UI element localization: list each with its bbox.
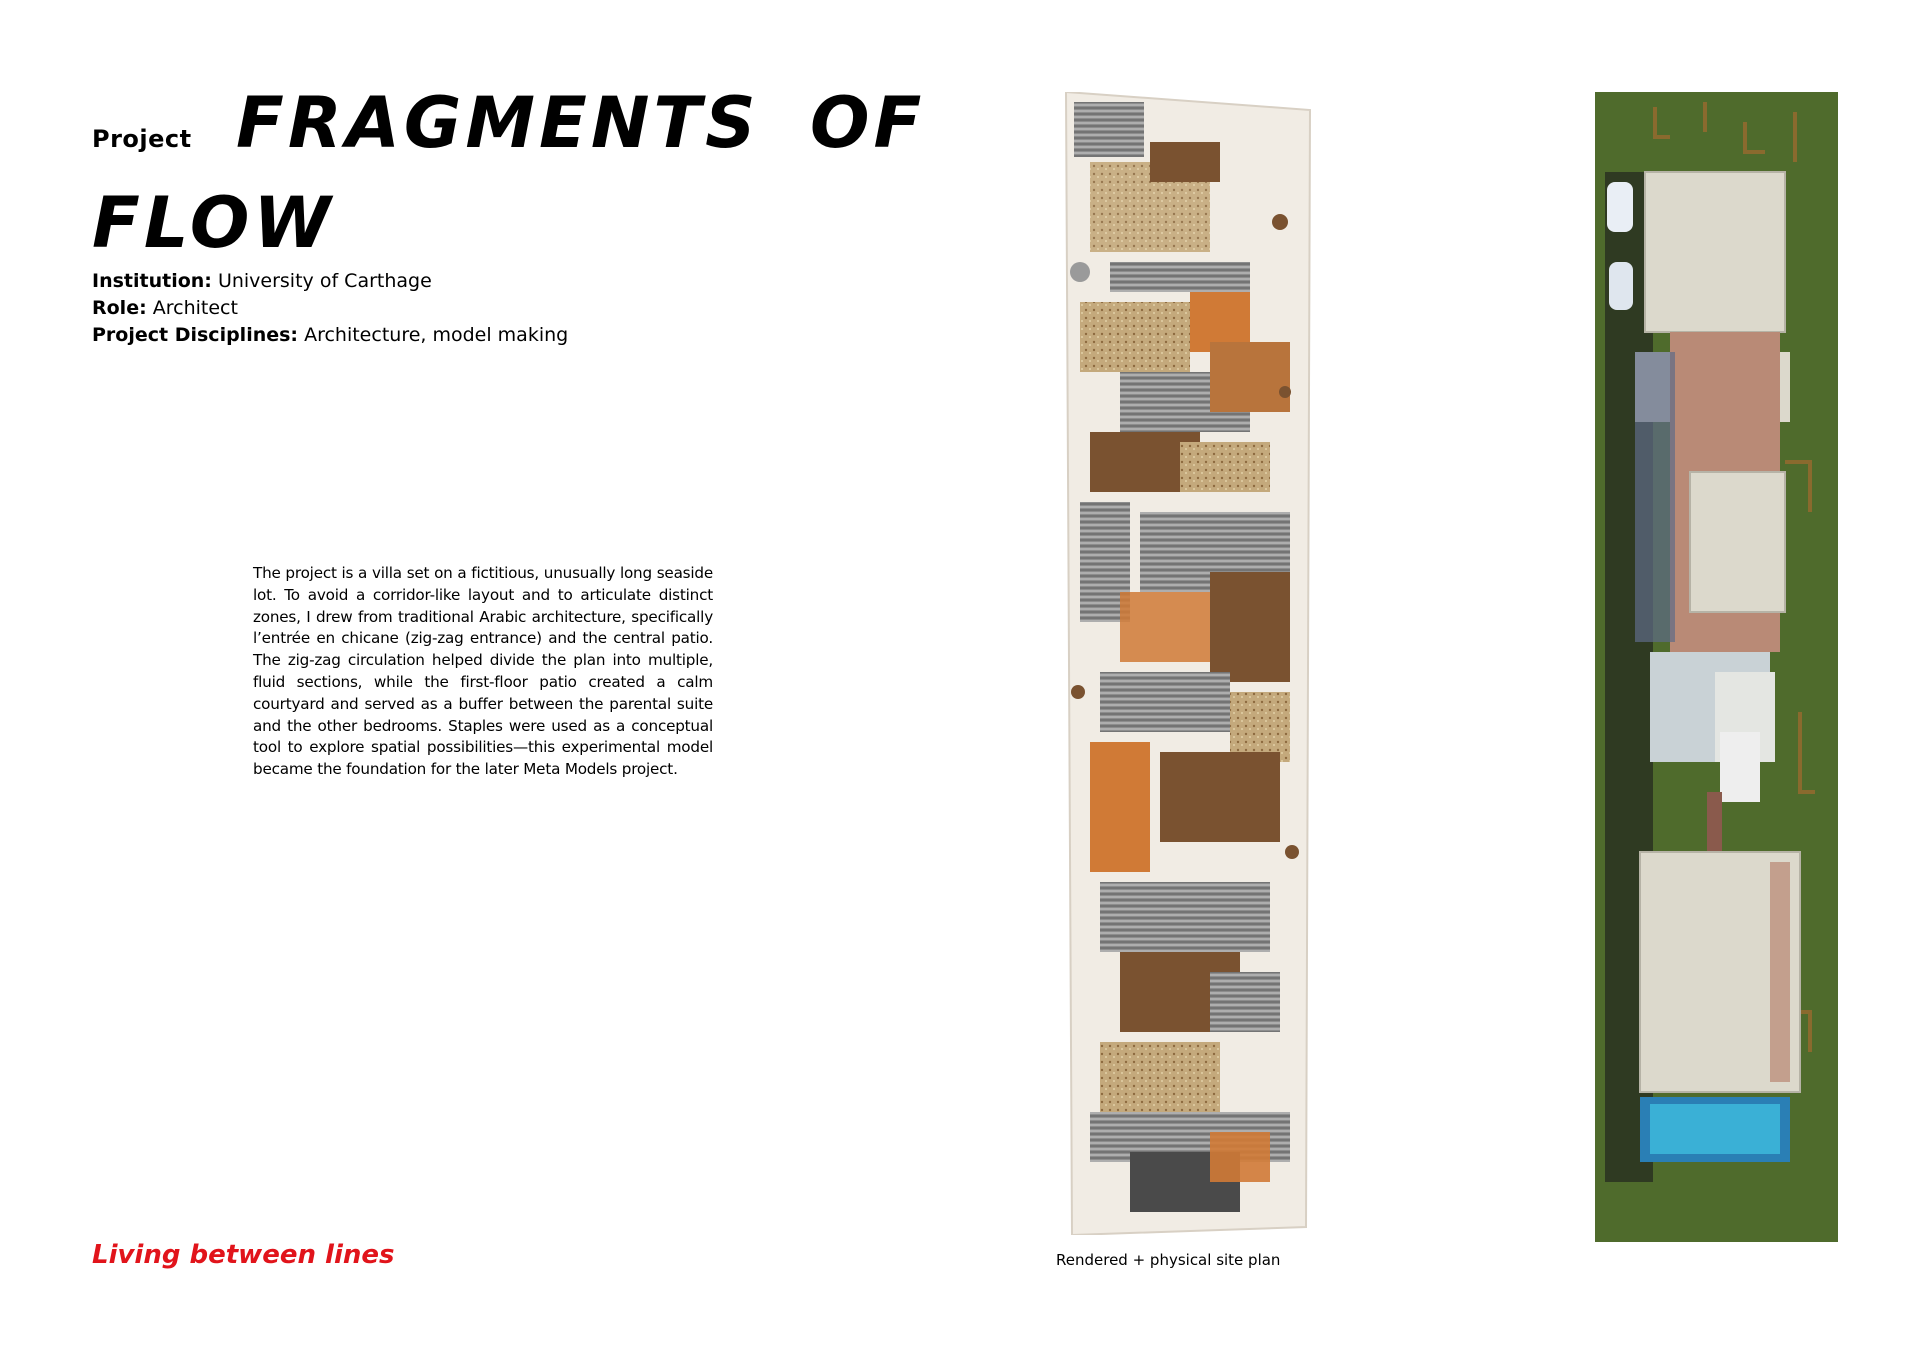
image-caption: Rendered + physical site plan (1056, 1251, 1281, 1269)
meta-role (92, 295, 238, 322)
meta-institution (92, 268, 432, 295)
institution-label: Institution: (92, 270, 212, 292)
role-label: Role: (92, 297, 147, 319)
project-label: Project (92, 125, 192, 153)
disciplines-label: Project Disciplines: (92, 324, 299, 346)
rendered-site-plan-image (1595, 92, 1838, 1242)
physical-model-image (1060, 92, 1316, 1235)
project-title-line2: FLOW (92, 182, 335, 264)
institution-value: University of Carthage (217, 270, 432, 292)
tagline: Living between lines (92, 1240, 395, 1270)
meta-disciplines (92, 322, 568, 349)
disciplines-value: Architecture, model making (304, 324, 569, 346)
project-title-line1: FRAGMENTS OF (236, 82, 926, 164)
role-value: Architect (152, 297, 238, 319)
project-description: The project is a villa set on a fictitious, unusually long seaside lot. To avoid a corridor-like layout and to articulate distinct zones, I drew from traditional Arabic architecture, specifically l’entrée en chicane (zig-zag entrance) and the central patio. The zig-zag circulation helped divide the plan into multiple, fluid sections, while the first-floor patio created a calm courtyard and served as a buffer between the parental suite and the other bedrooms. Staples were used as a conceptual tool to explore spatial possibilities—this experimental model became the foundation for the later Meta Models project. (253, 564, 713, 779)
